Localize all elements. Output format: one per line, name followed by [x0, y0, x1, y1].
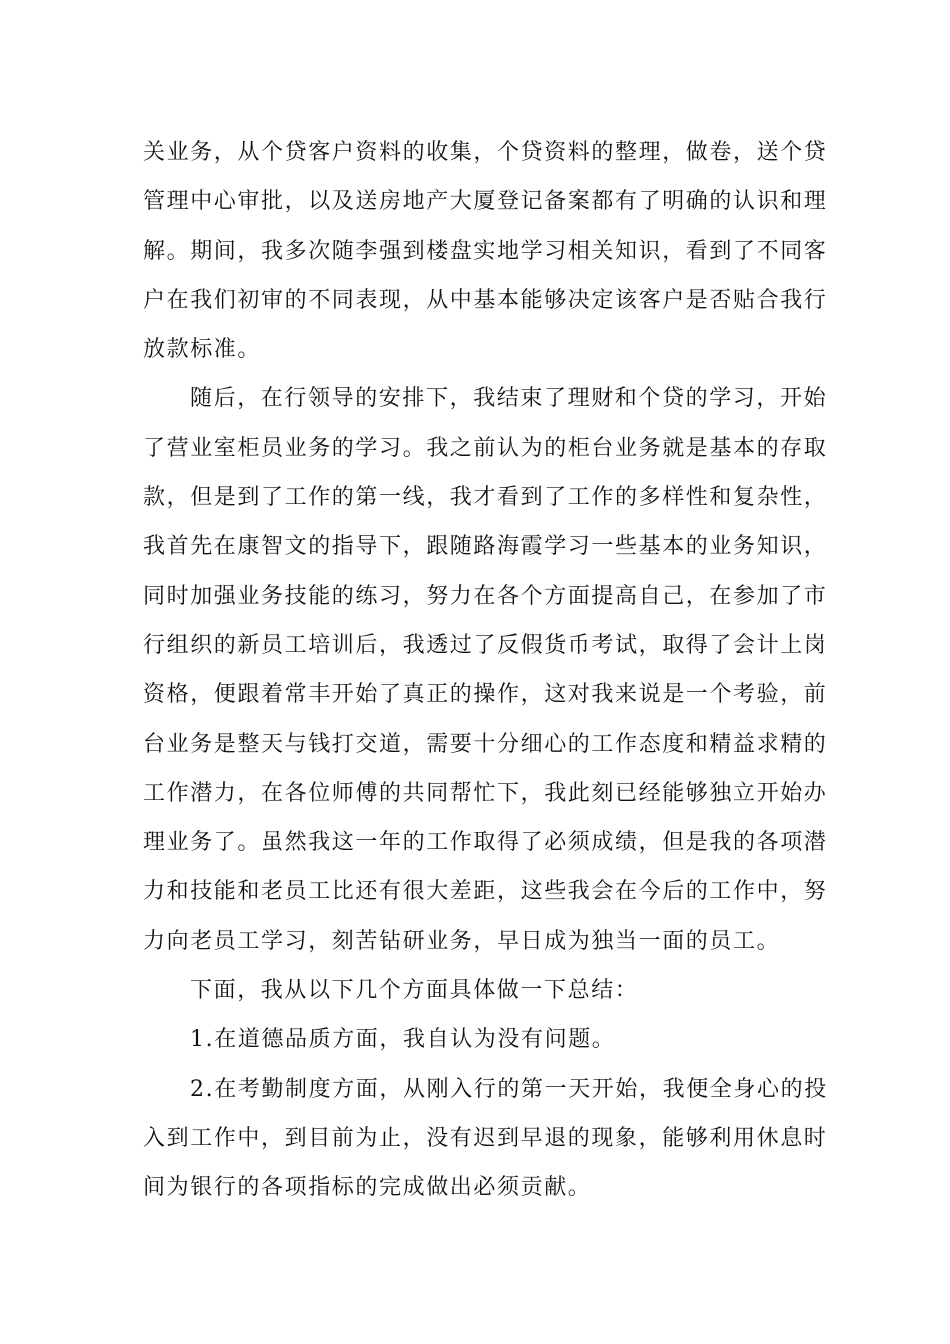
- text-line: 款，但是到了工作的第一线，我才看到了工作的多样性和复杂性，: [143, 485, 828, 511]
- text-line: 资格，便跟着常丰开始了真正的操作，这对我来说是一个考验，前: [143, 682, 828, 708]
- text-line: 入到工作中，到目前为止，没有迟到早退的现象，能够利用休息时: [143, 1125, 828, 1151]
- text-line: 台业务是整天与钱打交道，需要十分细心的工作态度和精益求精的: [143, 731, 828, 757]
- paragraph-1: [143, 128, 828, 374]
- text-line: 我首先在康智文的指导下，跟随路海霞学习一些基本的业务知识，: [143, 534, 828, 560]
- text-line: 关业务，从个贷客户资料的收集，个贷资料的整理，做卷，送个贷: [143, 140, 828, 165]
- text-line: 下面，我从以下几个方面具体做一下总结：: [190, 978, 639, 1004]
- text-line: 力和技能和老员工比还有很大差距，这些我会在今后的工作中，努: [143, 879, 828, 905]
- paragraph-5: [143, 1065, 828, 1213]
- text-line: 1.在道德品质方面，我自认为没有问题。: [190, 1027, 616, 1053]
- text-line: 户在我们初审的不同表现，从中基本能够决定该客户是否贴合我行: [143, 287, 828, 313]
- text-line: 管理中心审批，以及送房地产大厦登记备案都有了明确的认识和理: [143, 189, 828, 215]
- text-line: 力向老员工学习，刻苦钻研业务，早日成为独当一面的员工。: [143, 928, 781, 954]
- text-line: 间为银行的各项指标的完成做出必须贡献。: [143, 1175, 592, 1201]
- text-line: 行组织的新员工培训后，我透过了反假货币考试，取得了会计上岗: [143, 632, 828, 658]
- text-line: 解。期间，我多次随李强到楼盘实地学习相关知识，看到了不同客: [143, 238, 828, 264]
- text-line: 放款标准。: [143, 337, 262, 363]
- text-line: 工作潜力，在各位师傅的共同帮忙下，我此刻已经能够独立开始办: [143, 780, 828, 806]
- text-line: 理业务了。虽然我这一年的工作取得了必须成绩，但是我的各项潜: [143, 830, 828, 856]
- document-body: [143, 128, 828, 1213]
- paragraph-2: [143, 374, 828, 966]
- paragraph-3: [143, 966, 809, 1015]
- text-line: 2.在考勤制度方面，从刚入行的第一天开始，我便全身心的投: [190, 1076, 828, 1102]
- text-line: 随后，在行领导的安排下，我结束了理财和个贷的学习，开始: [190, 386, 828, 412]
- text-line: 了营业室柜员业务的学习。我之前认为的柜台业务就是基本的存取: [143, 435, 828, 461]
- text-line: 同时加强业务技能的练习，努力在各个方面提高自己，在参加了市: [143, 583, 828, 609]
- paragraph-4: [143, 1015, 809, 1064]
